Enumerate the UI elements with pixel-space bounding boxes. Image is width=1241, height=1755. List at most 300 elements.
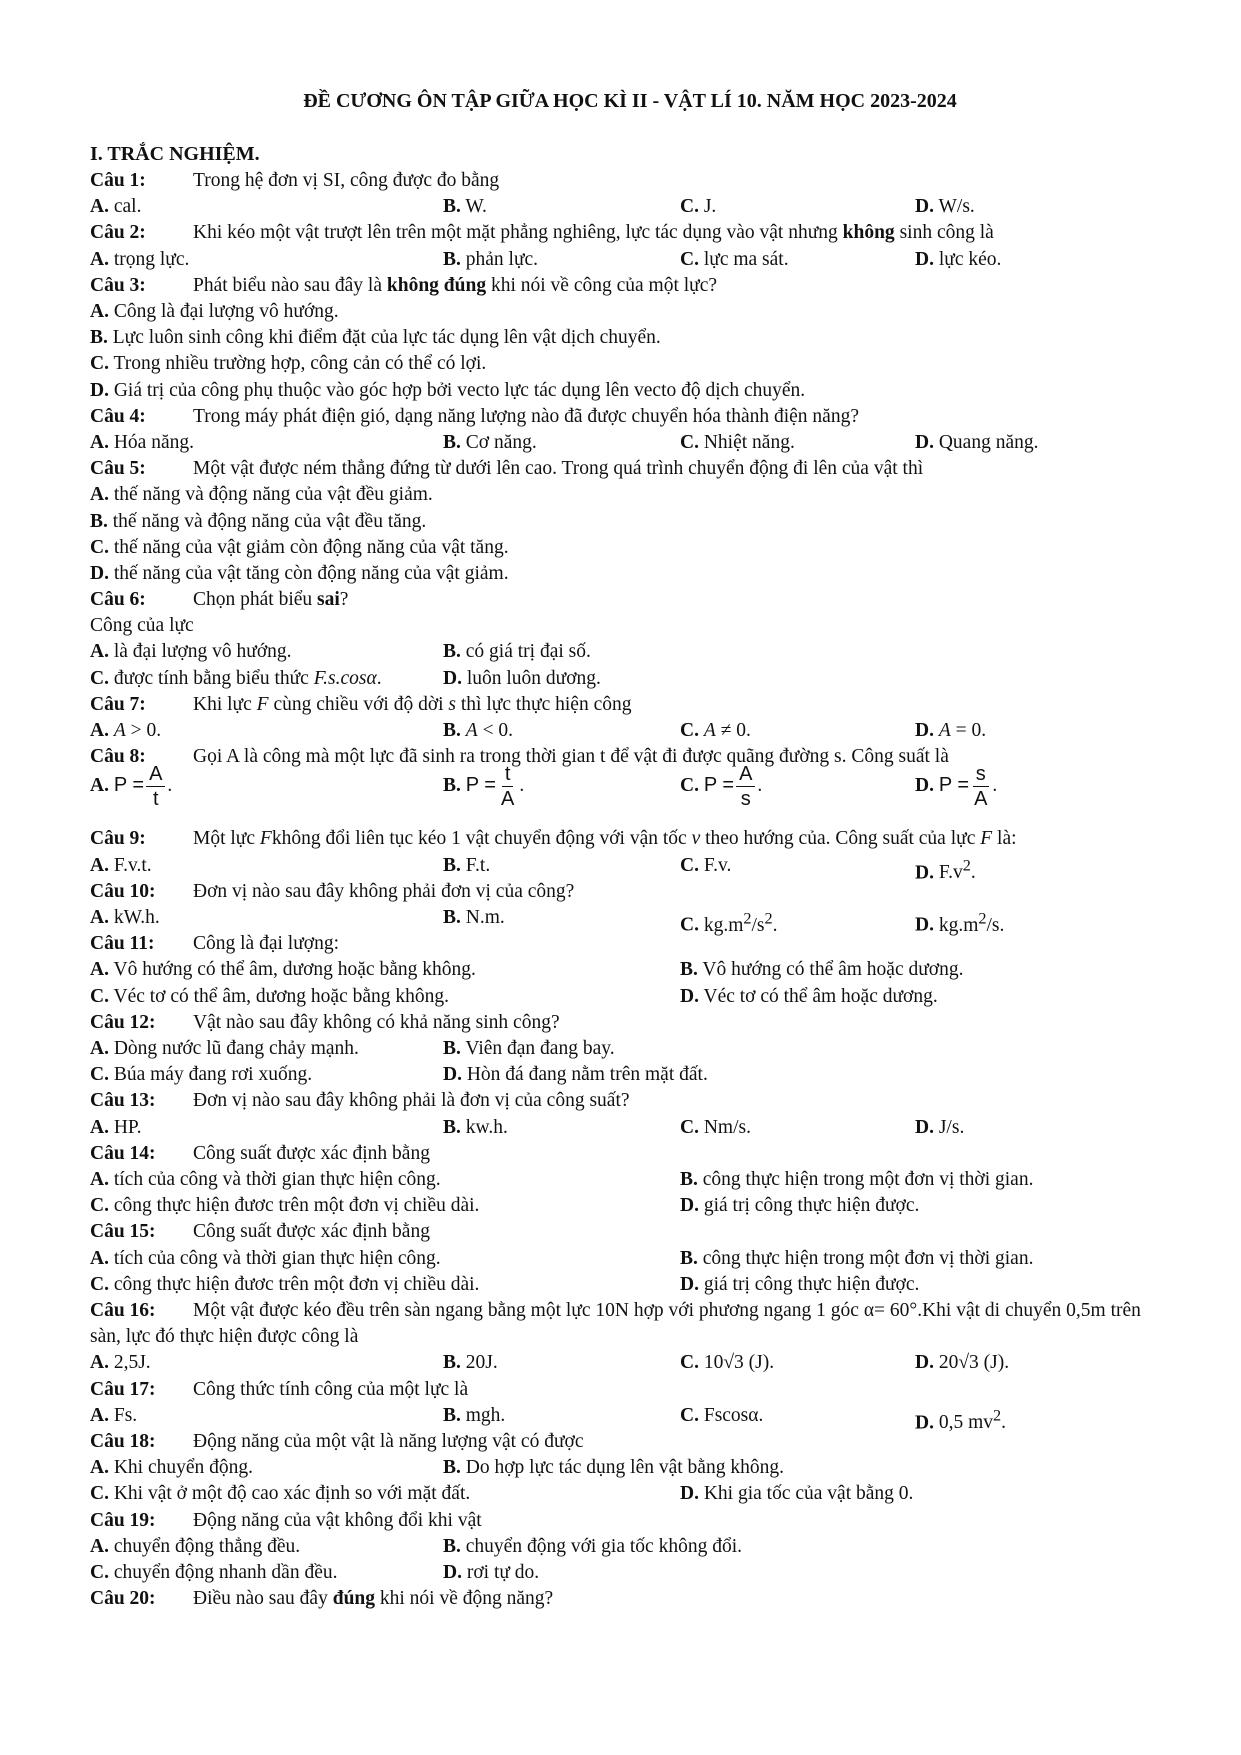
option-text: thế năng của vật tăng còn động năng của vật giảm.: [108, 562, 509, 584]
option-letter: C.: [680, 1404, 699, 1426]
question-text: Công là đại lượng:: [193, 933, 339, 955]
option-text: Công là đại lượng vô hướng.: [108, 300, 339, 322]
fraction: [971, 762, 990, 811]
option-letter: B.: [680, 1168, 698, 1190]
option-text: W/s.: [933, 196, 975, 218]
option-letter: B.: [443, 1116, 461, 1138]
question-number: Câu 3:: [90, 274, 146, 296]
options-row: [90, 325, 1170, 351]
option-text: Vô hướng có thể âm hoặc dương.: [697, 959, 964, 981]
option-text: 0,5 $mv^2$.: [933, 1406, 1007, 1434]
question-stem: [90, 1298, 1170, 1350]
option-c: [680, 194, 716, 220]
options-row: [90, 718, 1170, 744]
formula-lhs: P =: [703, 774, 735, 797]
question-number: Câu 4:: [90, 405, 146, 427]
option-text: Nhiệt năng.: [698, 431, 795, 453]
question-number: Câu 9:: [90, 828, 146, 850]
question-text: Đơn vị nào sau đây không phải là đơn vị của công suất?: [193, 1090, 630, 1112]
option-letter: D.: [90, 379, 109, 401]
option-letter: B.: [443, 1535, 461, 1557]
question-stem: [90, 692, 1170, 718]
option-text: chuyển động thẳng đều.: [108, 1535, 301, 1557]
option-text: Viên đạn đang bay.: [460, 1038, 615, 1060]
fraction-numerator: A: [146, 762, 165, 787]
fraction-numerator: A: [736, 762, 755, 787]
option-d: [680, 1193, 919, 1219]
option-b: [443, 639, 591, 665]
question-text: Trong máy phát điện gió, dạng năng lượng nào đã được chuyển hóa thành điện năng?: [193, 405, 859, 427]
option-letter: A.: [90, 720, 109, 742]
option-text: $F.v^2$.: [933, 856, 976, 884]
option-text: chuyển động với gia tốc không đổi.: [460, 1535, 742, 1557]
option-b: [443, 718, 513, 744]
options-row: [90, 561, 1170, 587]
options-row: [90, 351, 1170, 377]
option-text: HP.: [108, 1116, 142, 1138]
option-letter: A.: [90, 1457, 109, 1479]
question-stem: [90, 1429, 1170, 1455]
option-text: lực ma sát.: [698, 248, 789, 270]
option-c: [680, 1403, 763, 1429]
fraction: [498, 762, 517, 811]
option-text: N.m.: [460, 907, 505, 929]
question-6: [90, 587, 1170, 692]
option-a: [90, 1534, 300, 1560]
period: .: [167, 775, 173, 797]
option-letter: D.: [915, 431, 934, 453]
option-text: phản lực.: [460, 248, 539, 270]
options-row: [90, 1167, 1170, 1193]
option-letter: B.: [443, 775, 466, 797]
options-row: [90, 1455, 1170, 1481]
option-a: [90, 853, 152, 879]
question-list: [90, 168, 1170, 1612]
question-number: Câu 18:: [90, 1430, 156, 1452]
option-text: Véc tơ có thể âm, dương hoặc bằng không.: [108, 985, 450, 1007]
question-10: [90, 879, 1170, 936]
question-number: Câu 2:: [90, 222, 146, 244]
option-text: Fscosα.: [698, 1404, 764, 1426]
option-letter: A.: [90, 196, 109, 218]
question-text: Điều nào sau đây đúng khi nói về động năng?: [193, 1588, 554, 1610]
option-b: [680, 1167, 1033, 1193]
option-text: Khi gia tốc của vật bằng 0.: [698, 1483, 914, 1505]
question-stem: [90, 744, 1170, 770]
option-text: công thực hiện đươc trên một đơn vị chiều dài.: [108, 1195, 480, 1217]
question-11: [90, 931, 1170, 1010]
option-letter: A.: [90, 484, 109, 506]
option-text: mgh.: [460, 1404, 506, 1426]
question-1: [90, 168, 1170, 220]
option-letter: C.: [90, 1273, 109, 1295]
formula-lhs: P =: [938, 774, 970, 797]
options-row: [90, 482, 1170, 508]
option-b: [680, 957, 964, 983]
option-letter: D.: [915, 775, 939, 797]
option-b: [90, 325, 661, 351]
option-a: [90, 1403, 137, 1429]
option-c: [680, 1115, 751, 1141]
option-letter: C.: [90, 667, 109, 689]
option-text: Vô hướng có thể âm, dương hoặc bằng không.: [108, 959, 476, 981]
question-text: Một vật được kéo đều trên sàn ngang bằng một lực 10N hợp với phương ngang 1 góc α= 60°.Khi vật di chuyển 0,5m trên sàn, lực đó thực hiện được công là: [90, 1299, 1141, 1348]
option-b: [443, 1115, 508, 1141]
option-text: được tính bằng biểu thức F.s.cosα.: [108, 667, 382, 689]
option-d: [680, 1272, 919, 1298]
period: .: [519, 775, 525, 797]
question-text: Khi lực F cùng chiều với độ dời s thì lực thực hiện công: [193, 693, 632, 715]
option-letter: A.: [90, 959, 109, 981]
option-text: thế năng và động năng của vật đều giảm.: [108, 484, 433, 506]
option-text: Dòng nước lũ đang chảy mạnh.: [108, 1038, 359, 1060]
option-b: [443, 194, 487, 220]
option-letter: C.: [680, 775, 704, 797]
question-text: Khi kéo một vật trượt lên trên một mặt phẳng nghiêng, lực tác dụng vào vật nhưng không sinh công là: [193, 222, 994, 244]
question-stem: [90, 1088, 1170, 1114]
option-c: [90, 1062, 312, 1088]
question-5: [90, 456, 1170, 587]
question-number: Câu 20:: [90, 1588, 156, 1610]
option-text: thế năng của vật giảm còn động năng của vật tăng.: [108, 536, 509, 558]
question-stem: [90, 273, 1170, 299]
fraction-denominator: A: [974, 788, 988, 811]
option-b: [443, 905, 505, 931]
options-row: [90, 1193, 1170, 1219]
question-4: [90, 404, 1170, 456]
fraction: [736, 762, 755, 811]
options-row: [90, 299, 1170, 325]
options-row: [90, 1272, 1170, 1298]
question-stem: [90, 1219, 1170, 1245]
option-letter: D.: [443, 667, 462, 689]
option-letter: D.: [915, 1116, 934, 1138]
option-letter: B.: [443, 907, 461, 929]
options-row: [90, 1481, 1170, 1507]
option-a: [90, 1036, 359, 1062]
option-text: công thực hiện đươc trên một đơn vị chiều dài.: [108, 1273, 480, 1295]
option-letter: C.: [90, 353, 109, 375]
question-number: Câu 7:: [90, 693, 146, 715]
option-letter: D.: [680, 1195, 699, 1217]
option-letter: A.: [90, 775, 114, 797]
option-letter: D.: [915, 862, 934, 884]
question-number: Câu 5:: [90, 458, 146, 480]
option-text: Quang năng.: [933, 431, 1039, 453]
question-stem: [90, 1010, 1170, 1036]
option-c: [680, 430, 795, 456]
option-letter: D.: [915, 248, 934, 270]
option-d: [915, 1403, 1006, 1437]
option-letter: D.: [90, 562, 109, 584]
option-text: Búa máy đang rơi xuống.: [108, 1064, 313, 1086]
options-row: [90, 853, 1170, 884]
option-text: J/s.: [933, 1116, 965, 1138]
option-letter: A.: [90, 1038, 109, 1060]
question-20: [90, 1586, 1170, 1612]
formula-lhs: P =: [113, 774, 145, 797]
question-number: Câu 1:: [90, 170, 146, 191]
option-text: F.v.t.: [108, 854, 152, 876]
option-letter: D.: [680, 985, 699, 1007]
option-text: 20√3 (J).: [933, 1352, 1010, 1374]
option-b: [443, 1534, 742, 1560]
option-text: 10√3 (J).: [698, 1352, 775, 1374]
option-text: Fs.: [108, 1404, 138, 1426]
option-c: [90, 535, 509, 561]
period: .: [992, 775, 998, 797]
option-a: [90, 905, 160, 931]
option-c: [680, 247, 789, 273]
option-letter: B.: [90, 510, 108, 532]
option-letter: B.: [443, 1404, 461, 1426]
page-title: ĐỀ CƯƠNG ÔN TẬP GIỮA HỌC KÌ II - VẬT LÍ 10. NĂM HỌC 2023-2024: [303, 90, 957, 112]
options-row: [90, 1350, 1170, 1376]
question-text: Động năng của vật không đổi khi vật: [193, 1509, 482, 1531]
formula-lhs: P =: [465, 774, 496, 797]
question-text: Một vật được ném thẳng đứng từ dưới lên cao. Trong quá trình chuyển động đi lên của vật thì: [193, 458, 924, 480]
option-letter: B.: [680, 959, 698, 981]
option-d: [915, 853, 976, 887]
option-a: [90, 194, 141, 220]
option-text: kw.h.: [460, 1116, 508, 1138]
option-a: [90, 762, 172, 811]
option-letter: B.: [443, 196, 461, 218]
options-row: [90, 1246, 1170, 1272]
option-letter: A.: [90, 1352, 109, 1374]
option-a: [90, 718, 161, 744]
option-b: [680, 1246, 1033, 1272]
option-d: [90, 561, 509, 587]
option-c: [90, 666, 382, 692]
option-letter: B.: [443, 248, 461, 270]
option-text: Cơ năng.: [460, 431, 537, 453]
option-text: công thực hiện trong một đơn vị thời gian.: [697, 1168, 1034, 1190]
option-b: [443, 1455, 784, 1481]
option-letter: A.: [90, 431, 109, 453]
question-text: Phát biểu nào sau đây là không đúng khi nói về công của một lực?: [193, 274, 718, 296]
option-text: tích của công và thời gian thực hiện công.: [108, 1168, 441, 1190]
question-text: Gọi A là công mà một lực đã sinh ra trong thời gian t để vật đi được quãng đường s. Công suất là: [193, 746, 949, 768]
option-text: Nm/s.: [698, 1116, 751, 1138]
option-d: [443, 1560, 539, 1586]
option-d: [443, 1062, 708, 1088]
option-text: Khi chuyển động.: [108, 1457, 254, 1479]
option-letter: B.: [443, 854, 461, 876]
question-text: Vật nào sau đây không có khả năng sinh công?: [193, 1011, 560, 1033]
fraction: [146, 762, 165, 811]
question-stem: [90, 587, 1170, 613]
option-letter: A.: [90, 1168, 109, 1190]
period: .: [757, 775, 763, 797]
option-letter: C.: [680, 1352, 699, 1374]
option-letter: B.: [90, 327, 108, 349]
question-stem: [90, 220, 1170, 246]
option-text: 2,5J.: [108, 1352, 151, 1374]
option-letter: A.: [90, 854, 109, 876]
question-stem: [90, 404, 1170, 430]
options-row: [90, 957, 1170, 983]
option-b: [443, 853, 490, 879]
question-18: [90, 1429, 1170, 1508]
option-letter: C.: [90, 1483, 109, 1505]
option-d: [915, 762, 997, 811]
question-7: [90, 692, 1170, 744]
fraction-denominator: s: [740, 788, 751, 811]
option-text: thế năng và động năng của vật đều tăng.: [107, 510, 427, 532]
option-a: [90, 430, 194, 456]
options-row: [90, 1403, 1170, 1434]
option-letter: C.: [680, 914, 699, 936]
option-letter: C.: [680, 1116, 699, 1138]
option-text: F.t.: [460, 854, 491, 876]
option-letter: A.: [90, 641, 109, 663]
question-stem: [90, 1141, 1170, 1167]
option-text: tích của công và thời gian thực hiện công.: [108, 1247, 441, 1269]
option-text: giá trị công thực hiện được.: [698, 1195, 920, 1217]
option-letter: C.: [680, 854, 699, 876]
option-text: cal.: [108, 196, 142, 218]
option-letter: C.: [90, 1561, 109, 1583]
fraction-denominator: t: [152, 788, 159, 811]
question-number: Câu 13:: [90, 1090, 156, 1112]
option-letter: C.: [680, 720, 699, 742]
option-letter: C.: [680, 248, 699, 270]
option-text: A = 0.: [938, 720, 987, 742]
question-text: Trong hệ đơn vị SI, công được đo bằng: [193, 170, 500, 191]
option-d: [90, 378, 805, 404]
question-number: Câu 15:: [90, 1221, 156, 1243]
option-text: công thực hiện trong một đơn vị thời gian.: [697, 1247, 1034, 1269]
option-text: Giá trị của công phụ thuộc vào góc hợp bởi vecto lực tác dụng lên vecto độ dịch chuyển.: [108, 379, 806, 401]
option-letter: A.: [90, 1404, 109, 1426]
option-text: $kg.m^2/s^2$.: [698, 909, 778, 936]
options-row: [90, 666, 1170, 692]
option-c: [90, 984, 449, 1010]
option-a: [90, 1246, 441, 1272]
question-16: [90, 1298, 1170, 1377]
option-letter: A.: [90, 248, 109, 270]
fraction-numerator: s: [973, 762, 989, 787]
question-3: [90, 273, 1170, 404]
question-number: Câu 6:: [90, 589, 146, 611]
question-12: [90, 1010, 1170, 1089]
question-stem-continued: Công của lực: [90, 615, 194, 637]
option-letter: C.: [90, 1195, 109, 1217]
option-a: [90, 1167, 441, 1193]
question-stem: [90, 879, 1170, 905]
option-letter: D.: [915, 1412, 934, 1434]
option-d: [915, 430, 1039, 456]
option-text: kW.h.: [108, 907, 160, 929]
option-letter: C.: [680, 196, 699, 218]
question-text: Công suất được xác định bằng: [193, 1142, 430, 1164]
option-a: [90, 1350, 151, 1376]
option-b: [443, 247, 538, 273]
option-letter: B.: [680, 1247, 698, 1269]
option-d: [680, 984, 938, 1010]
option-letter: D.: [443, 1561, 462, 1583]
question-14: [90, 1141, 1170, 1220]
option-letter: B.: [443, 641, 461, 663]
option-letter: D.: [915, 1352, 934, 1374]
option-d: [915, 1350, 1009, 1376]
options-row: [90, 509, 1170, 535]
option-d: [915, 194, 975, 220]
option-letter: D.: [915, 720, 934, 742]
question-number: Câu 11:: [90, 933, 155, 955]
option-letter: D.: [443, 1064, 462, 1086]
option-b: [443, 762, 524, 811]
option-d: [915, 718, 986, 744]
options-row: [90, 1534, 1170, 1560]
options-row: [90, 1560, 1170, 1586]
option-letter: C.: [90, 536, 109, 558]
options-row: [90, 430, 1170, 456]
question-number: Câu 17:: [90, 1378, 156, 1400]
option-d: [915, 905, 1004, 939]
option-letter: B.: [443, 1457, 461, 1479]
option-text: rơi tự do.: [461, 1561, 540, 1583]
question-stem: [90, 1586, 1170, 1612]
option-text: 20J.: [460, 1352, 498, 1374]
option-text: Hòn đá đang nằm trên mặt đất.: [461, 1064, 708, 1086]
options-row: [90, 639, 1170, 665]
option-letter: D.: [680, 1273, 699, 1295]
option-text: Khi vật ở một độ cao xác định so với mặt đất.: [108, 1483, 471, 1505]
option-text: Trong nhiều trường hợp, công cản có thể có lợi.: [108, 353, 487, 375]
option-letter: D.: [915, 914, 934, 936]
option-d: [915, 247, 1001, 273]
option-c: [90, 351, 486, 377]
option-letter: D.: [915, 196, 934, 218]
option-letter: A.: [90, 1535, 109, 1557]
option-text: A ≠ 0.: [703, 720, 751, 742]
question-19: [90, 1508, 1170, 1587]
option-d: [915, 1115, 964, 1141]
option-a: [90, 957, 476, 983]
options-row: [90, 194, 1170, 220]
options-row: [90, 984, 1170, 1010]
question-stem: [90, 931, 1170, 957]
option-letter: C.: [680, 431, 699, 453]
question-number: Câu 12:: [90, 1011, 156, 1033]
option-a: [90, 299, 339, 325]
question-text: Chọn phát biểu sai?: [193, 589, 349, 611]
question-2: [90, 220, 1170, 272]
option-b: [443, 430, 537, 456]
options-row: [90, 1036, 1170, 1062]
option-text: W.: [460, 196, 487, 218]
question-number: Câu 14:: [90, 1142, 156, 1164]
option-letter: C.: [90, 985, 109, 1007]
option-text: F.v.: [698, 854, 732, 876]
question-text: Công thức tính công của một lực là: [193, 1378, 469, 1400]
question-stem: [90, 168, 1170, 194]
option-text: trọng lực.: [108, 248, 190, 270]
options-row: [90, 763, 1170, 826]
option-c: [90, 1193, 479, 1219]
option-b: [443, 1350, 498, 1376]
option-a: [90, 1115, 142, 1141]
question-stem: [90, 1508, 1170, 1534]
question-stem: [90, 456, 1170, 482]
option-a: [90, 639, 292, 665]
option-text: Véc tơ có thể âm hoặc dương.: [698, 985, 938, 1007]
option-text: A < 0.: [465, 720, 514, 742]
option-c: [680, 853, 731, 879]
option-text: luôn luôn dương.: [461, 667, 601, 689]
